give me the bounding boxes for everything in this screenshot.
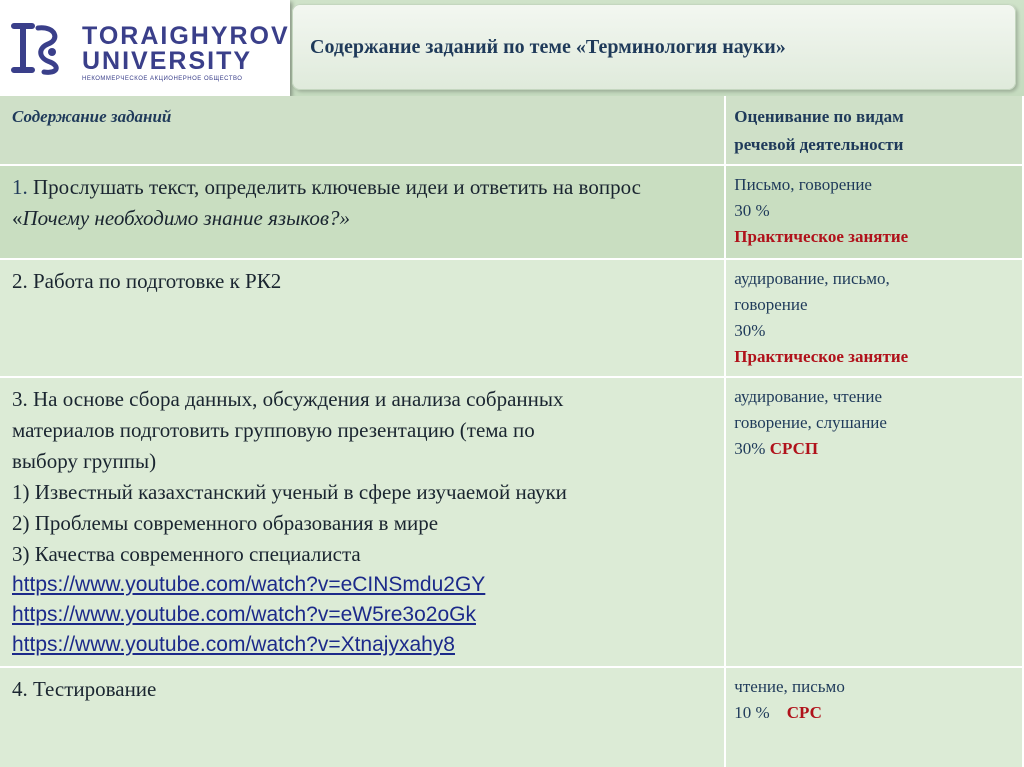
header-cell-content [0,96,725,165]
table-row [0,667,1023,767]
table-row [0,259,1023,377]
task-cell [0,377,725,667]
university-emblem-icon [8,18,68,78]
task-text-italic: Почему необходимо знание языков?» [22,206,350,230]
task-line: 3. На основе сбора данных, обсуждения и анализа собранных [12,387,564,411]
header-col2-line2: речевой деятельности [734,135,904,154]
logo-name-line2: UNIVERSITY [82,47,253,75]
task-cell [0,667,725,767]
youtube-link-2[interactable]: https://www.youtube.com/watch?v=eW5re3o2oGk [12,603,476,626]
evaluation-type: СРС [786,703,822,722]
table-row [0,377,1023,667]
evaluation-line: аудирование, чтение [734,387,883,406]
header-col1-label: Содержание заданий [12,107,172,126]
task-text-main: Прослушать текст, определить ключевые идеи и ответить на вопрос « [12,175,641,230]
task-number: 1. [12,175,28,199]
evaluation-type: СРСП [769,439,819,458]
evaluation-type: Практическое занятие [734,347,909,366]
youtube-link-3[interactable]: https://www.youtube.com/watch?v=Xtnajyxahy8 [12,633,455,656]
evaluation-line: аудирование, письмо, [734,269,890,288]
evaluation-percent: 30 % [734,201,770,220]
task-line: материалов подготовить групповую презентацию (тема по [12,418,535,442]
evaluation-summary [734,700,1014,726]
task-text: 2. Работа по подготовке к РК2 [12,269,282,293]
table-header-row [0,96,1023,165]
task-text [12,172,712,234]
task-line: 1) Известный казахстанский ученый в сфере изучаемой науки [12,480,567,504]
evaluation-percent: 30% [734,321,766,340]
title-panel [292,4,1016,90]
evaluation-line: чтение, письмо [734,677,845,696]
task-cell [0,165,725,259]
university-logo [0,0,290,96]
task-line: 2) Проблемы современного образования в мире [12,511,439,535]
task-line: 3) Качества современного специалиста [12,542,361,566]
evaluation-line: говорение, слушание [734,413,887,432]
evaluation-cell [725,165,1023,259]
logo-name-line1: TORAIGHYROV [82,22,290,50]
evaluation-percent: 10 % [734,703,770,722]
evaluation-line: Письмо, говорение [734,175,872,194]
header-cell-evaluation [725,96,1023,165]
task-cell [0,259,725,377]
evaluation-percent: 30% [734,439,766,458]
evaluation-type: Практическое занятие [734,227,909,246]
youtube-link-1[interactable]: https://www.youtube.com/watch?v=eCINSmdu2GY [12,573,486,596]
page-title: Содержание заданий по теме «Терминология науки» [310,36,786,58]
evaluation-summary [734,436,1014,462]
header-band [0,0,1024,96]
logo-wordmark [82,24,290,74]
evaluation-cell [725,259,1023,377]
evaluation-line: говорение [734,295,808,314]
logo-subtitle: НЕКОММЕРЧЕСКОЕ АКЦИОНЕРНОЕ ОБЩЕСТВО [82,76,243,82]
evaluation-cell [725,667,1023,767]
evaluation-cell [725,377,1023,667]
table-row [0,165,1023,259]
task-line: выбору группы) [12,449,157,473]
task-text: 4. Тестирование [12,677,157,701]
header-col2-line1: Оценивание по видам [734,107,904,126]
assignments-table [0,96,1024,767]
